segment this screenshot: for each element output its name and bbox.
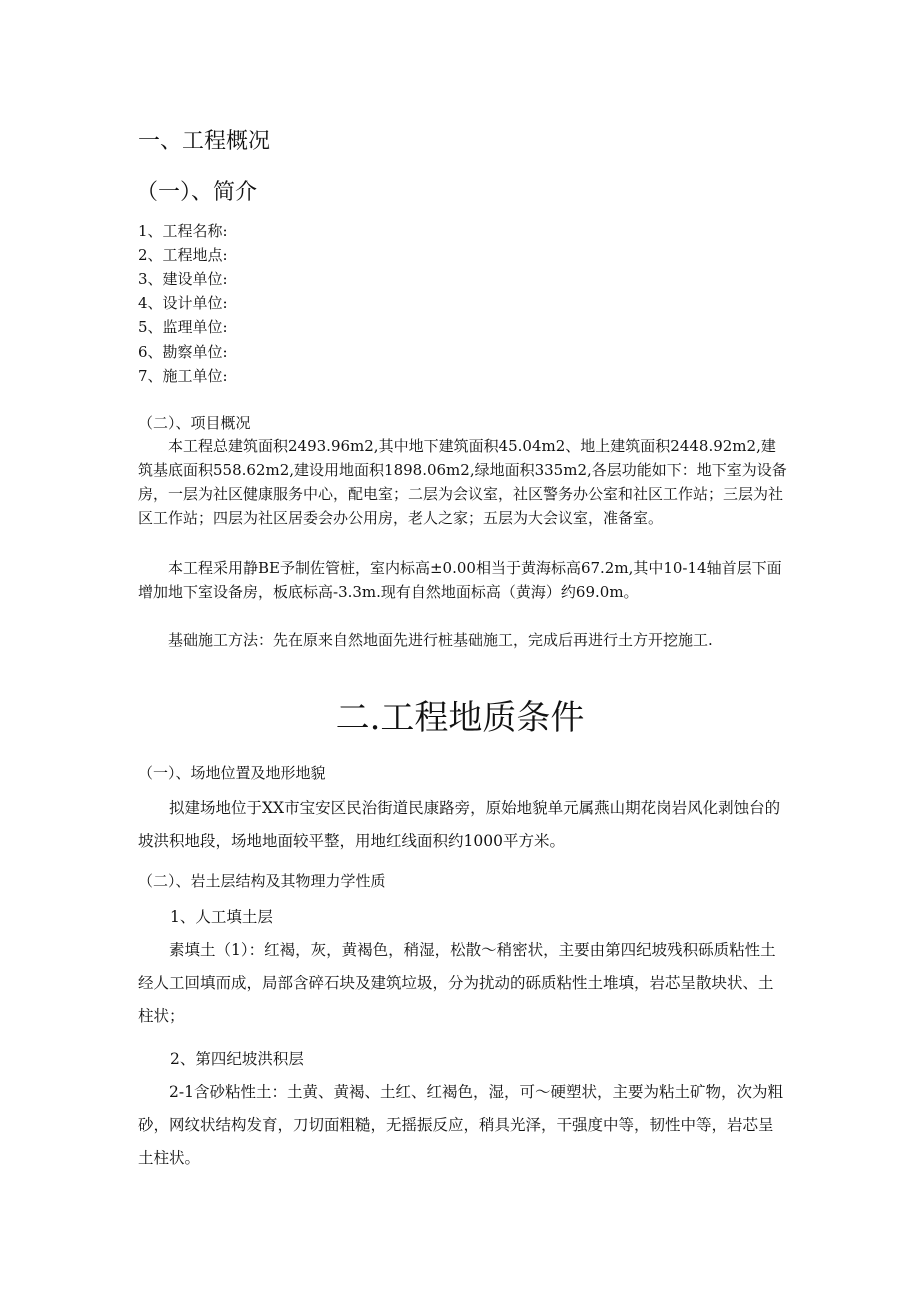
subsection-title-intro: （一）、简介: [136, 180, 258, 205]
layer-title-quaternary: 2、第四纪坡洪积层: [170, 1050, 304, 1068]
paragraph-text: 本工程采用静BE予制佐管桩，室内标高±0.00相当于黄海标高67.2m,其中10-14轴首层下面增加地下室设备房，板底标高-3.3m.现有自然地面标高（黄海）约69.0m。: [138, 559, 782, 601]
paragraph-sandy-clay: [138, 1076, 788, 1175]
paragraph-construction-method: [138, 628, 788, 652]
list-item: 4、设计单位:: [138, 294, 228, 312]
section-title-geology: 二.工程地质条件: [335, 698, 585, 738]
list-item: 7、施工单位:: [138, 367, 228, 385]
paragraph-text: 拟建场地位于XX市宝安区民治街道民康路旁，原始地貌单元属燕山期花岗岩风化剥蚀台的坡洪积地段，场地地面较平整，用地红线面积约1000平方米。: [138, 799, 781, 850]
list-item: 6、勘察单位:: [138, 343, 228, 361]
paragraph-project-overview: [138, 434, 788, 530]
subsection-title-project: （二）、项目概况: [138, 414, 251, 432]
list-item: 3、建设单位:: [138, 270, 228, 288]
subsection-title-site: （一）、场地位置及地形地貌: [138, 764, 326, 782]
section-title-overview: 一、工程概况: [138, 129, 271, 154]
paragraph-pile-foundation: [138, 556, 788, 604]
paragraph-text: 素填土（1）：红褐，灰，黄褐色，稍湿，松散～稍密状，主要由第四纪坡残积砾质粘性土经人工回填而成，局部含碎石块及建筑垃圾，分为扰动的砾质粘性土堆填，岩芯呈散块状、土柱状；: [138, 941, 776, 1025]
paragraph-text: 2-1含砂粘性土：土黄、黄褐、土红、红褐色，湿，可～硬塑状，主要为粘土矿物，次为粗砂，网纹状结构发育，刀切面粗糙，无摇振反应，稍具光泽，干强度中等，韧性中等，岩芯呈土柱状。: [138, 1083, 783, 1167]
paragraph-site-location: [138, 792, 788, 858]
paragraph-text: 基础施工方法：先在原来自然地面先进行桩基础施工，完成后再进行土方开挖施工.: [168, 631, 713, 649]
list-item: 1、工程名称:: [138, 222, 228, 240]
list-item: 2、工程地点:: [138, 246, 228, 264]
paragraph-fill-soil: [138, 934, 788, 1033]
layer-title-fill: 1、人工填土层: [170, 908, 273, 926]
subsection-title-strata: （二）、岩土层结构及其物理力学性质: [138, 872, 386, 890]
paragraph-text: 本工程总建筑面积2493.96m2,其中地下建筑面积45.04m2、地上建筑面积2448.92m2,建筑基底面积558.62m2,建设用地面积1898.06m2,绿地面积335m2,各层功能如下：地下室为设备房，一层为社区健康服务中心，配电室；二层为会议室，社区警务办公室和社区工作站；三层为社区工作站；四层为社区居委会办公用房，老人之家；五层为大会议室，准备室。: [138, 437, 787, 527]
list-item: 5、监理单位:: [138, 318, 228, 336]
